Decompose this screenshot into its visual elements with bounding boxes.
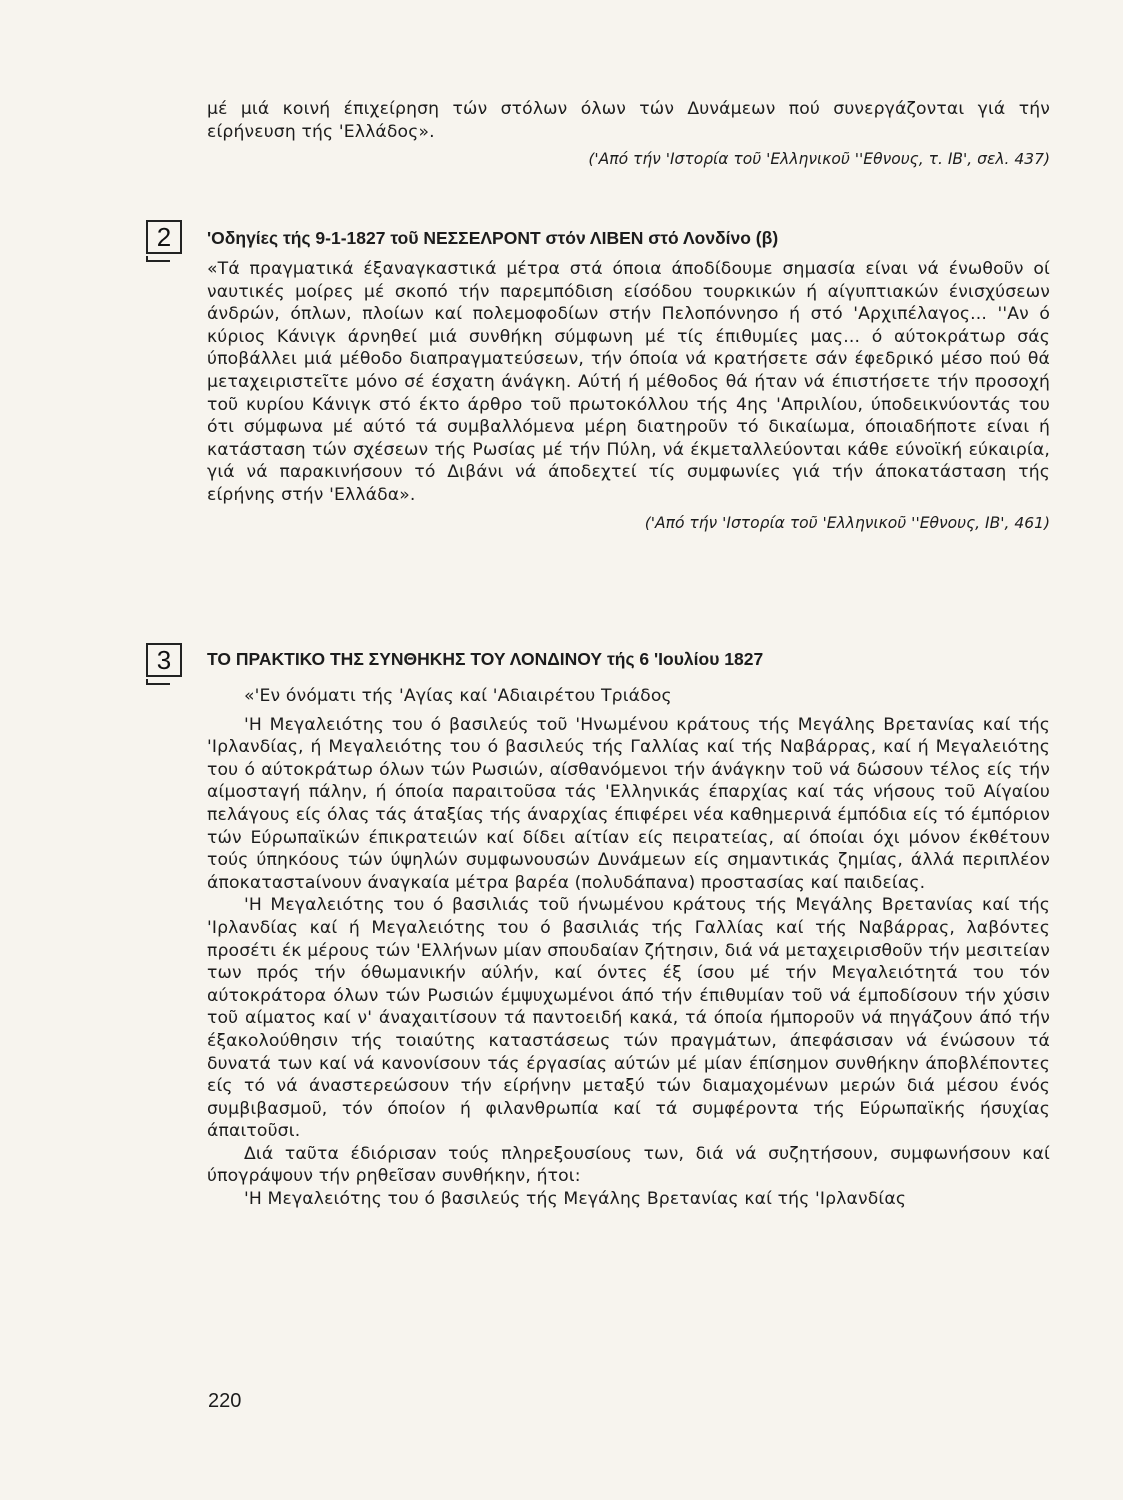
- section-3-paragraph: 'Η Μεγαλειότης του ό βασιλιάς τοῦ ήνωμένου κράτους τής Μεγάλης Βρετανίας καί τής 'Ιρλανδίας καί ή Μεγαλειότης του ό βασιλιάς τής Γαλλίας καί τής Ναβάρρας, λαβόντες προσέτι έκ μέρους τών 'Ελλήνων μίαν σπουδαίαν ζήτησιν, διά νά μεταχειρισθοῦν τήν μεσιτείαν των πρός τήν όθωμανικήν αύλήν, καί όντες έξ ίσου μέ τήν Μεγαλειότητά του τόν αύτοκράτορα όλων τών Ρωσιών έμψυχωμένοι άπό τήν έπιθυμίαν τοῦ νά έμποδίσουν τήν χύσιν τοῦ αίματος καί ν' άναχαιτίσουν τά παντοειδή κακά, τά όποία ήμποροῦν νά πηγάζουν άπό τήν έξακολούθησιν τής τοιαύτης καταστάσεως τών πραγμάτων, άπεφάσισαν νά ένώσουν τά δυνατά των καί νά κανονίσουν τάς έργασίας αύτών μέ μίαν έπίσημον συνθήκην άποβλέποντες είς τό νά άναστερεώσουν τήν είρήνην μεταξύ τών διαμαχομένων μερών διά μέσου ένός συμβιβασμοῦ, τόν όποίον ή φιλανθρωπία καί τά συμφέροντα τής Εύρωπαϊκής ήσυχίας άπαιτοῦσι.: [207, 895, 1050, 1142]
- section-2-body: «Τά πραγματικά έξαναγκαστικά μέτρα στά όποια άποδίδουμε σημασία είναι νά ένωθοῦν οί ναυτικές μοίρες μέ σκοπό τήν παρεμπόδιση είσόδου τουρκικών ή αίγυπτιακών ένισχύσεων άνδρών, όπλων, πλοίων καί πολεμοφοδίων στήν Πελοπόννησο ή στό 'Αρχιπέλαγος... ''Αν ό κύριος Κάνιγκ άρνηθεί μιά συνθήκη σύμφωνη μέ τίς έπιθυμίες μας... ό αύτοκράτωρ σάς ύποβάλλει μιά μέθοδο διαπραγματεύσεων, τήν όποία νά κρατήσετε σάν έφεδρικό μέσο πού θά μεταχειριστεῖτε μόνο σέ έσχατη άνάγκη. Αύτή ή μέθοδος θά ήταν νά έπιστήσετε τήν προσοχή τοῦ κυρίου Κάνιγκ στό έκτο άρθρο τοῦ πρωτοκόλλου τής 4ης 'Απριλίου, ύποδεικνύοντάς του ότι σύμφωνα μέ αύτό τά συμβαλλόμενα μέρη διατηροῦν τό δικαίωμα, όποιαδήποτε είναι ή κατάσταση τών σχέσεων τής Ρωσίας μέ τήν Πύλη, νά έκμεταλλεύονται κάθε εύνοϊκή εύκαιρία, γιά νά παρακινήσουν τό Διβάνι νά άποδεχτεί τίς συμφωνίες γιά τήν άποκατάσταση τής είρήνης στήν 'Ελλάδα».: [207, 259, 1050, 505]
- intro-text: μέ μιά κοινή έπιχείρηση τών στόλων όλων τών Δυνάμεων πού συνεργάζονται γιά τήν είρήνευση τής 'Ελλάδος».: [207, 99, 1050, 142]
- section-2-citation: ('Από τήν 'Ιστορία τοῦ 'Ελληνικοῦ ''Εθνους, ΙΒ', 461): [644, 513, 1050, 532]
- section-3-number-box: 3: [146, 643, 182, 677]
- section-3: [207, 647, 1050, 1211]
- intro-citation: ('Από τήν 'Ιστορία τοῦ 'Ελληνικοῦ ''Εθνους, τ. ΙΒ', σελ. 437): [588, 150, 1050, 169]
- section-3-title: ΤΟ ΠΡΑΚΤΙΚΟ ΤΗΣ ΣΥΝΘΗΚΗΣ ΤΟΥ ΛΟΝΔΙΝΟΥ τής 6 'Ιουλίου 1827: [207, 649, 764, 669]
- section-3-paragraph: Διά ταῦτα έδιόρισαν τούς πληρεξουσίους των, διά νά συζητήσουν, συμφωνήσουν καί ύπογράψουν τήν ρηθεῖσαν συνθήκην, ήτοι:: [207, 1143, 1050, 1187]
- section-3-paragraph: «'Εν όνόματι τής 'Αγίας καί 'Αδιαιρέτου Τριάδος: [244, 686, 672, 706]
- page-number: 220: [208, 1390, 242, 1412]
- intro-block: [207, 98, 1050, 169]
- section-2-title: 'Οδηγίες τής 9-1-1827 τοῦ ΝΕΣΣΕΛΡΟΝΤ στόν ΛΙΒΕΝ στό Λονδίνο (β): [207, 228, 779, 248]
- section-3-paragraph: 'Η Μεγαλειότης του ό βασιλεύς τής Μεγάλης Βρετανίας καί τής 'Ιρλανδίας: [244, 1189, 907, 1210]
- section-3-paragraph: 'Η Μεγαλειότης του ό βασιλεύς τοῦ 'Ηνωμένου κράτους τής Μεγάλης Βρετανίας καί τής 'Ιρλανδίας, ή Μεγαλειότης του ό βασιλεύς τής Γαλλίας καί τής Ναβάρρας, καί ή Μεγαλειότης του ό αύτοκράτωρ όλων τών Ρωσιών, αίσθανόμενοι τήν άνάγκην τοῦ νά δώσουν τέλος είς τήν αίμοσταγή πάλην, ή όποία παραιτοῦσα τάς 'Ελληνικάς έπαρχίας καί τάς νήσους τοῦ Αίγαίου πελάγους είς όλας τάς άταξίας τής άναρχίας έπιφέρει νέα καθημερινά έμπόδια είς τό έμπόριον τών Εύρωπαϊκών έπικρατειών καί δίδει αίτίαν είς πειρατείας, αί όποίαι όχι μόνον έκθέτουν τούς ύπηκόους τών ύψηλών συμφωνουσών Δυνάμεων είς σημαντικάς ζημίας, άλλά περιπλέον άποκαταστaίνουν άναγκαία μέτρα βαρέα (πολυδάπανα) προστασίας καί παιδείας.: [207, 714, 1050, 893]
- section-2-number-box: 2: [146, 220, 182, 254]
- section-2: [207, 226, 1050, 533]
